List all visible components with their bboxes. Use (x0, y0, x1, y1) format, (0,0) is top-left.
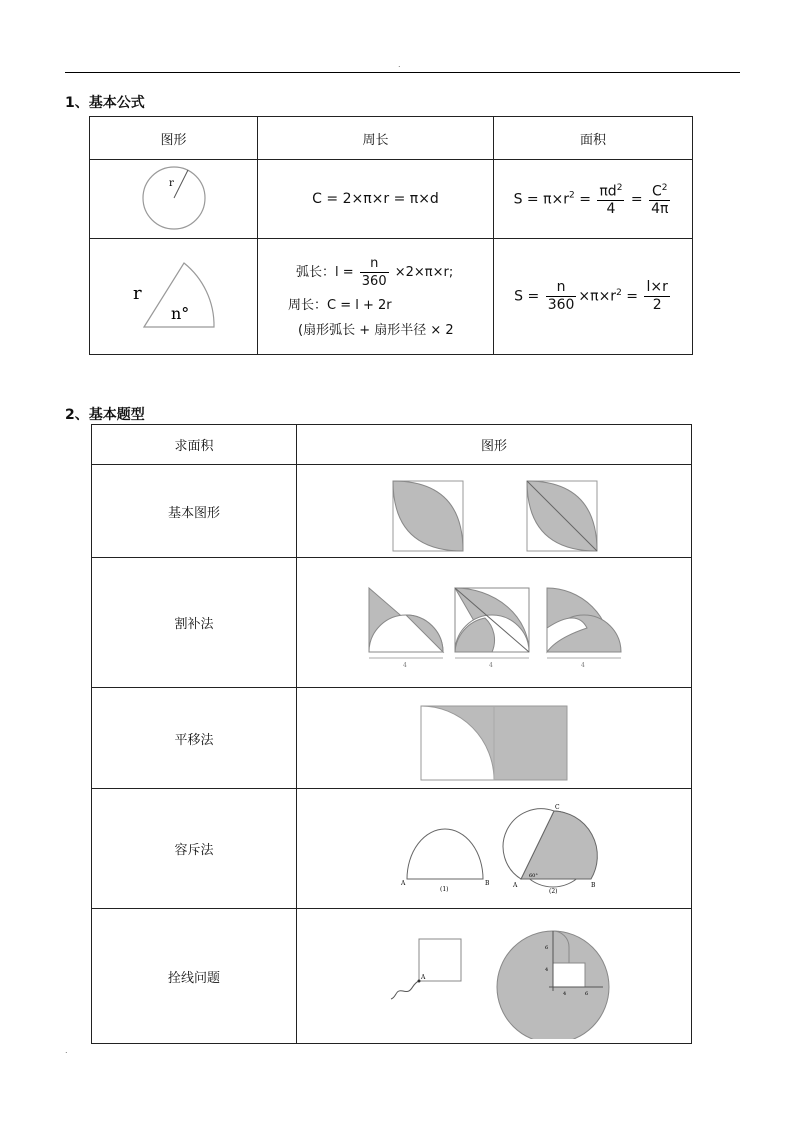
cut-fill-figures (297, 558, 692, 683)
sector-r-label: r (132, 282, 142, 304)
svg-text:(1): (1) (440, 886, 449, 893)
sector-n-label: n° (170, 303, 189, 323)
section-1-title: 1、基本公式 (65, 95, 145, 111)
inclusion-exclusion-figures-cell (297, 789, 692, 909)
svg-text:4: 4 (563, 991, 567, 997)
basic-figures (297, 465, 692, 553)
svg-text:C: C (555, 804, 560, 811)
footer-dot: . (65, 1046, 68, 1055)
inclusion-exclusion-figures (297, 789, 692, 904)
circle-area-formula (494, 160, 693, 239)
header-perimeter: 周长 (258, 117, 494, 160)
sector-perimeter-line: 周长：C = l + 2r (288, 298, 392, 313)
circle-figure (134, 162, 214, 232)
svg-text:4: 4 (489, 662, 493, 669)
circle-area-frac1: $\frac{\pi d^2}{4}$ (597, 180, 624, 219)
svg-text:A: A (421, 974, 426, 981)
svg-text:4: 4 (403, 662, 407, 669)
svg-text:60°: 60° (529, 873, 538, 879)
cut-fill-figures-cell (297, 558, 692, 688)
rope-figures-cell (297, 909, 692, 1044)
header-find-area: 求面积 (92, 425, 297, 465)
svg-text:6: 6 (585, 991, 589, 997)
circle-area-eq1: = (579, 191, 591, 207)
circle-area-exp: 2 (569, 190, 575, 201)
svg-text:A: A (513, 882, 518, 889)
svg-text:A: A (401, 880, 406, 887)
sector-area-formula: S = $\frac{n}{360}$ $\times\pi\times r^2$ = $\frac{l\times r}{2}$ (494, 239, 693, 355)
header-figure: 图形 (297, 425, 692, 465)
rope-figures (297, 909, 692, 1039)
svg-text:B: B (485, 880, 490, 887)
svg-text:4: 4 (581, 662, 585, 669)
circle-r-label: r (168, 178, 174, 189)
header-shape: 图形 (90, 117, 258, 160)
svg-text:6: 6 (545, 945, 549, 951)
row-label-rope: 拴线问题 (92, 909, 297, 1044)
row-label-inclusion-exclusion: 容斥法 (92, 789, 297, 909)
sector-perimeter-cell (258, 239, 494, 355)
formula-table (89, 116, 693, 355)
svg-text:4: 4 (545, 967, 549, 973)
sector-arc-formula: 弧长：l = $\frac{n}{360}$ ×2×π×r; (296, 256, 454, 289)
problem-types-table (91, 424, 692, 1044)
circle-perimeter-formula: C = 2×π×r = π×d (258, 160, 494, 239)
header-dot: . (398, 60, 401, 69)
circle-figure-cell (90, 160, 258, 239)
header-rule (65, 72, 740, 73)
row-label-translation: 平移法 (92, 688, 297, 789)
row-label-basic: 基本图形 (92, 465, 297, 558)
circle-area-eq2: = (630, 191, 643, 207)
sector-figure-cell (90, 239, 258, 355)
svg-text:(2): (2) (549, 888, 558, 895)
translation-figure-cell (297, 688, 692, 789)
circle-area-lhs: S = π×r (513, 191, 569, 207)
basic-figures-cell (297, 465, 692, 558)
row-label-cut-fill: 割补法 (92, 558, 297, 688)
svg-text:B: B (591, 882, 596, 889)
section-2-title: 2、基本题型 (65, 407, 145, 423)
header-area: 面积 (494, 117, 693, 160)
circle-area-frac2: $\frac{C^2}{4\pi}$ (649, 180, 670, 219)
translation-figure (297, 688, 692, 784)
sector-figure (119, 255, 229, 335)
sector-perimeter-note: (扇形弧长 + 扇形半径 × 2 (298, 323, 454, 338)
